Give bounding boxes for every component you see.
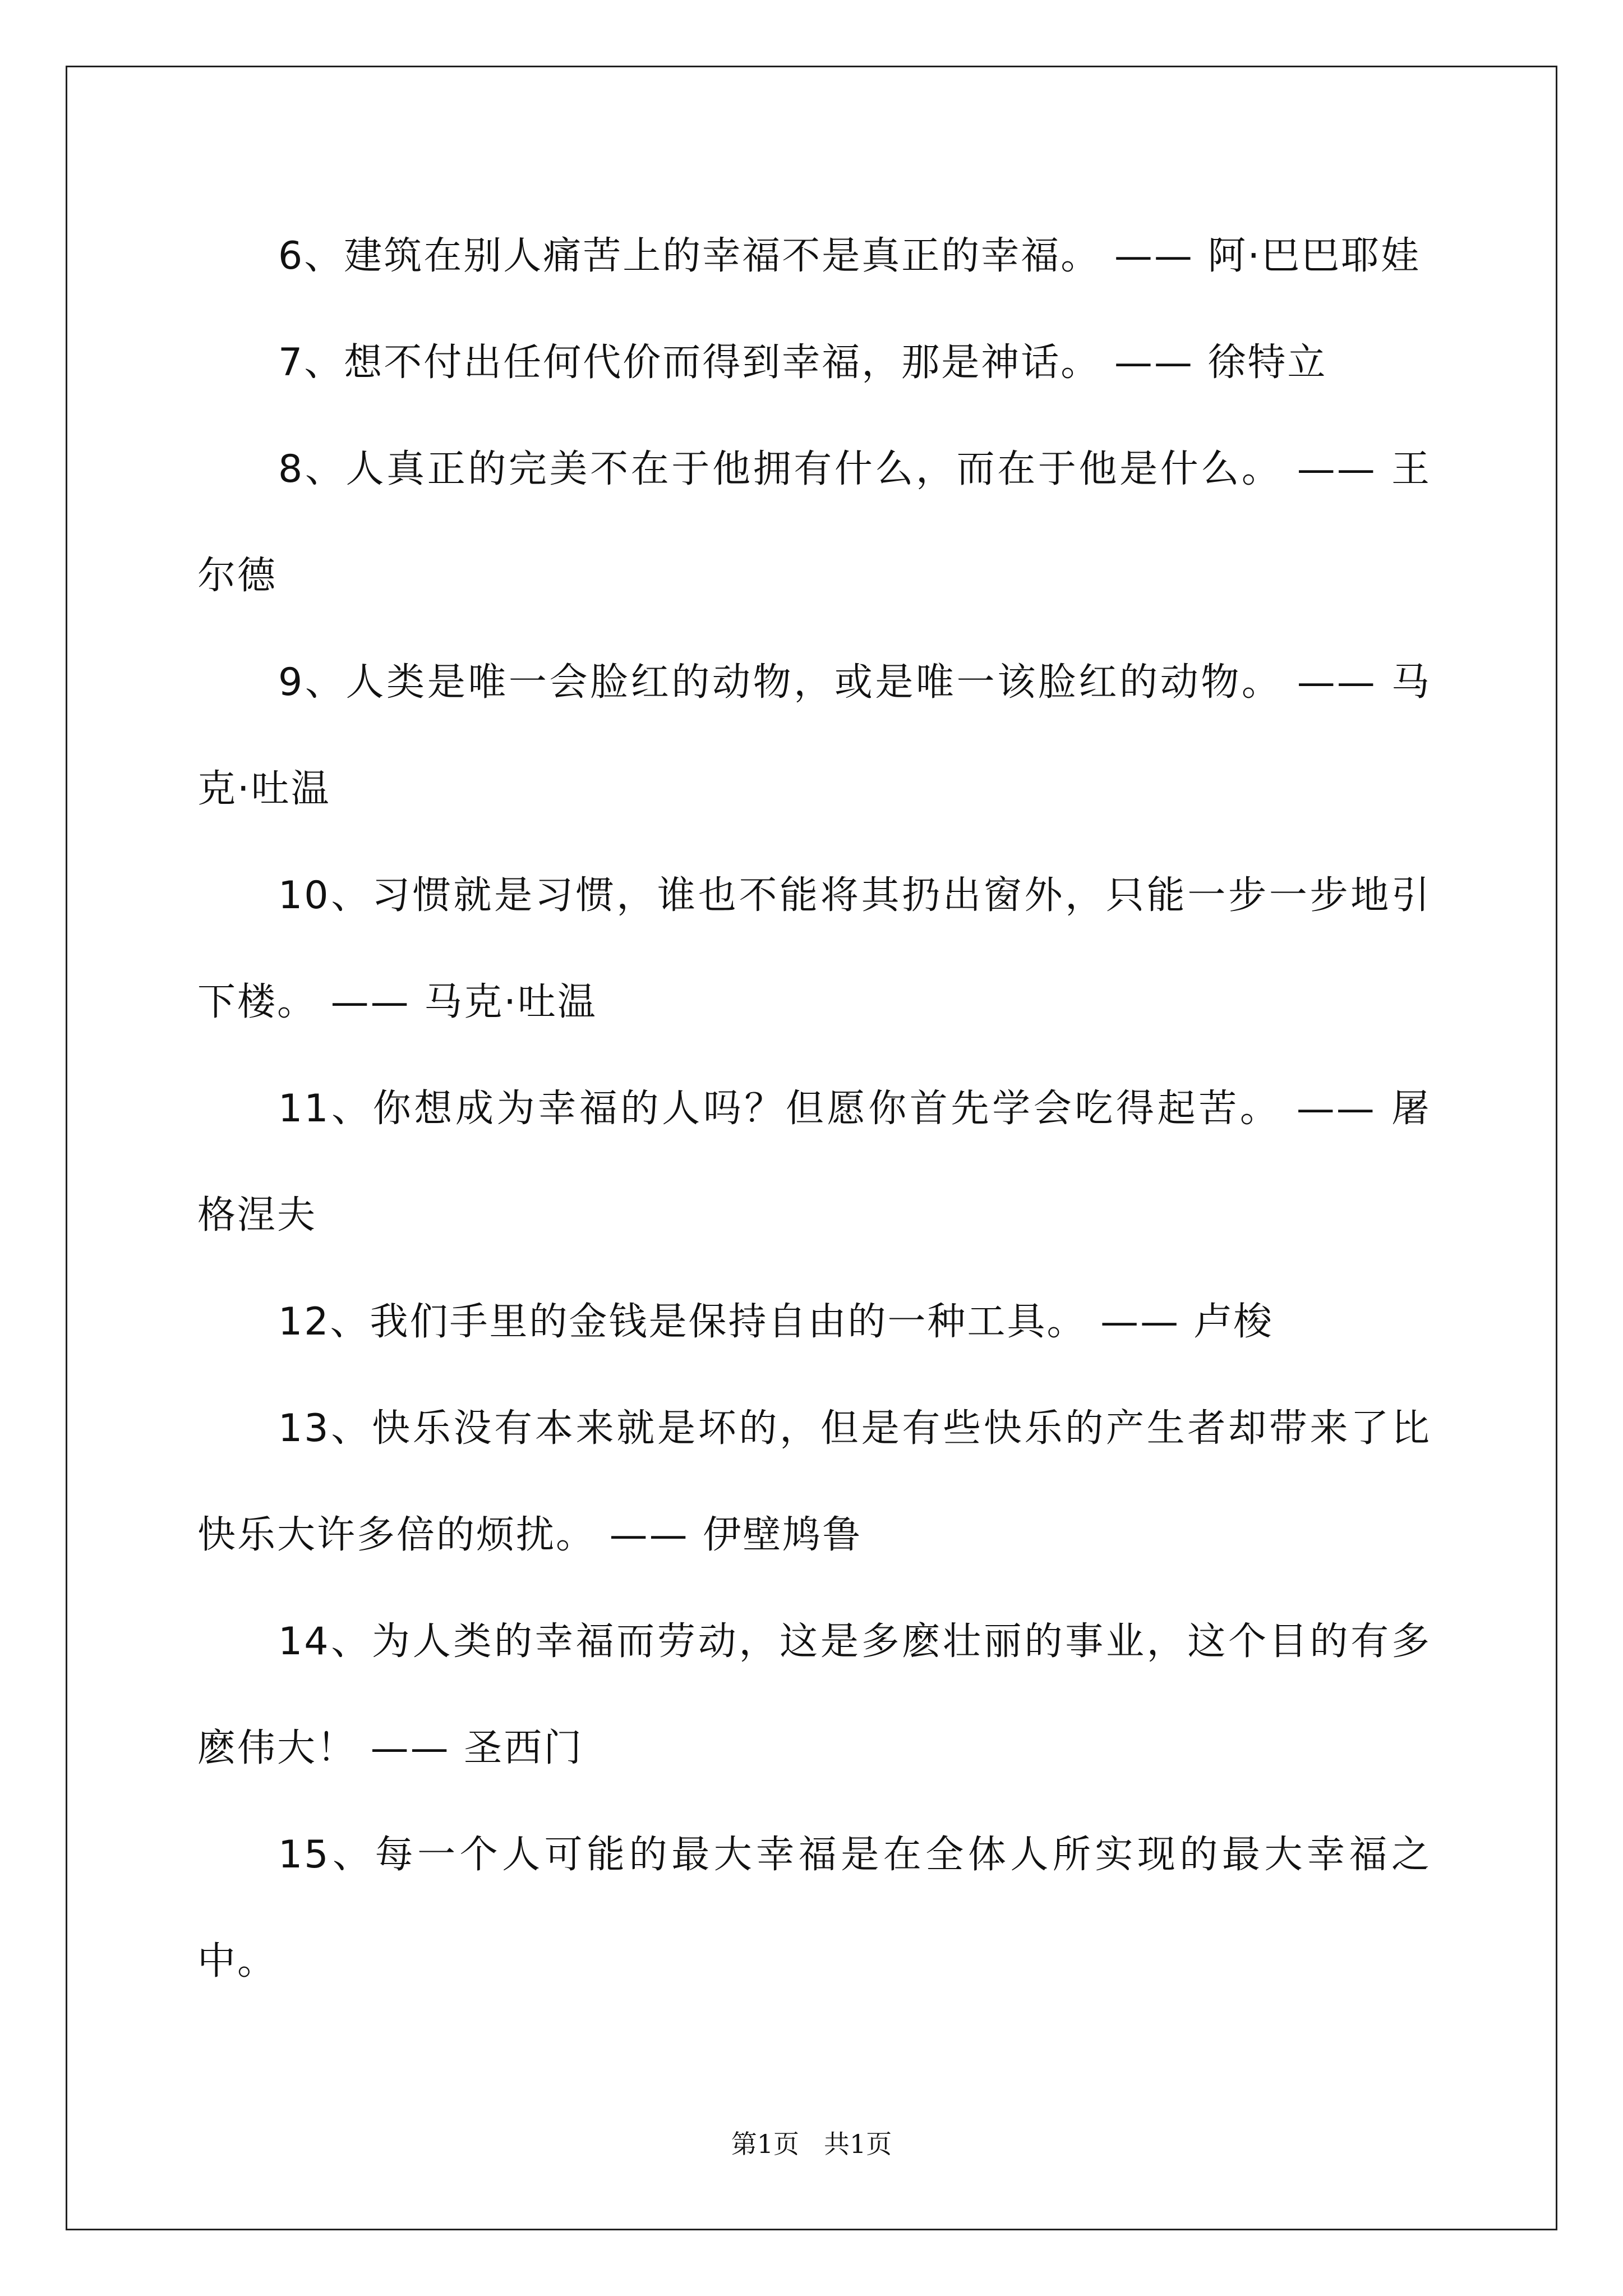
quote-paragraph: 14、为人类的幸福而劳动，这是多麽壮丽的事业，这个目的有多麽伟大！ —— 圣西门 bbox=[197, 1619, 1431, 1770]
quote-paragraph: 10、习惯就是习惯，谁也不能将其扔出窗外，只能一步一步地引下楼。 —— 马克·吐温 bbox=[197, 873, 1431, 1024]
quote-paragraph: 9、人类是唯一会脸红的动物，或是唯一该脸红的动物。 —— 马克·吐温 bbox=[197, 660, 1431, 811]
quote-paragraph: 11、你想成为幸福的人吗？但愿你首先学会吃得起苦。 —— 屠格涅夫 bbox=[197, 1087, 1431, 1237]
page-total: 共1页 bbox=[823, 2129, 892, 2159]
page-footer bbox=[0, 2127, 1623, 2161]
quote-paragraph: 13、快乐没有本来就是坏的，但是有些快乐的产生者却带来了比快乐大许多倍的烦扰。 —— 伊壁鸠鲁 bbox=[197, 1406, 1431, 1557]
quote-paragraph: 12、我们手里的金钱是保持自由的一种工具。 —— 卢梭 bbox=[278, 1300, 1274, 1344]
quote-paragraph: 6、建筑在别人痛苦上的幸福不是真正的幸福。 —— 阿·巴巴耶娃 bbox=[278, 234, 1421, 278]
quote-paragraph: 8、人真正的完美不在于他拥有什么，而在于他是什么。 —— 王尔德 bbox=[197, 447, 1431, 598]
quote-paragraph: 15、每一个人可能的最大幸福是在全体人所实现的最大幸福之中。 bbox=[197, 1833, 1431, 1984]
document-body bbox=[197, 203, 1431, 2015]
quote-paragraph: 7、想不付出任何代价而得到幸福，那是神话。 —— 徐特立 bbox=[278, 341, 1327, 385]
page-number: 第1页 bbox=[731, 2129, 800, 2159]
